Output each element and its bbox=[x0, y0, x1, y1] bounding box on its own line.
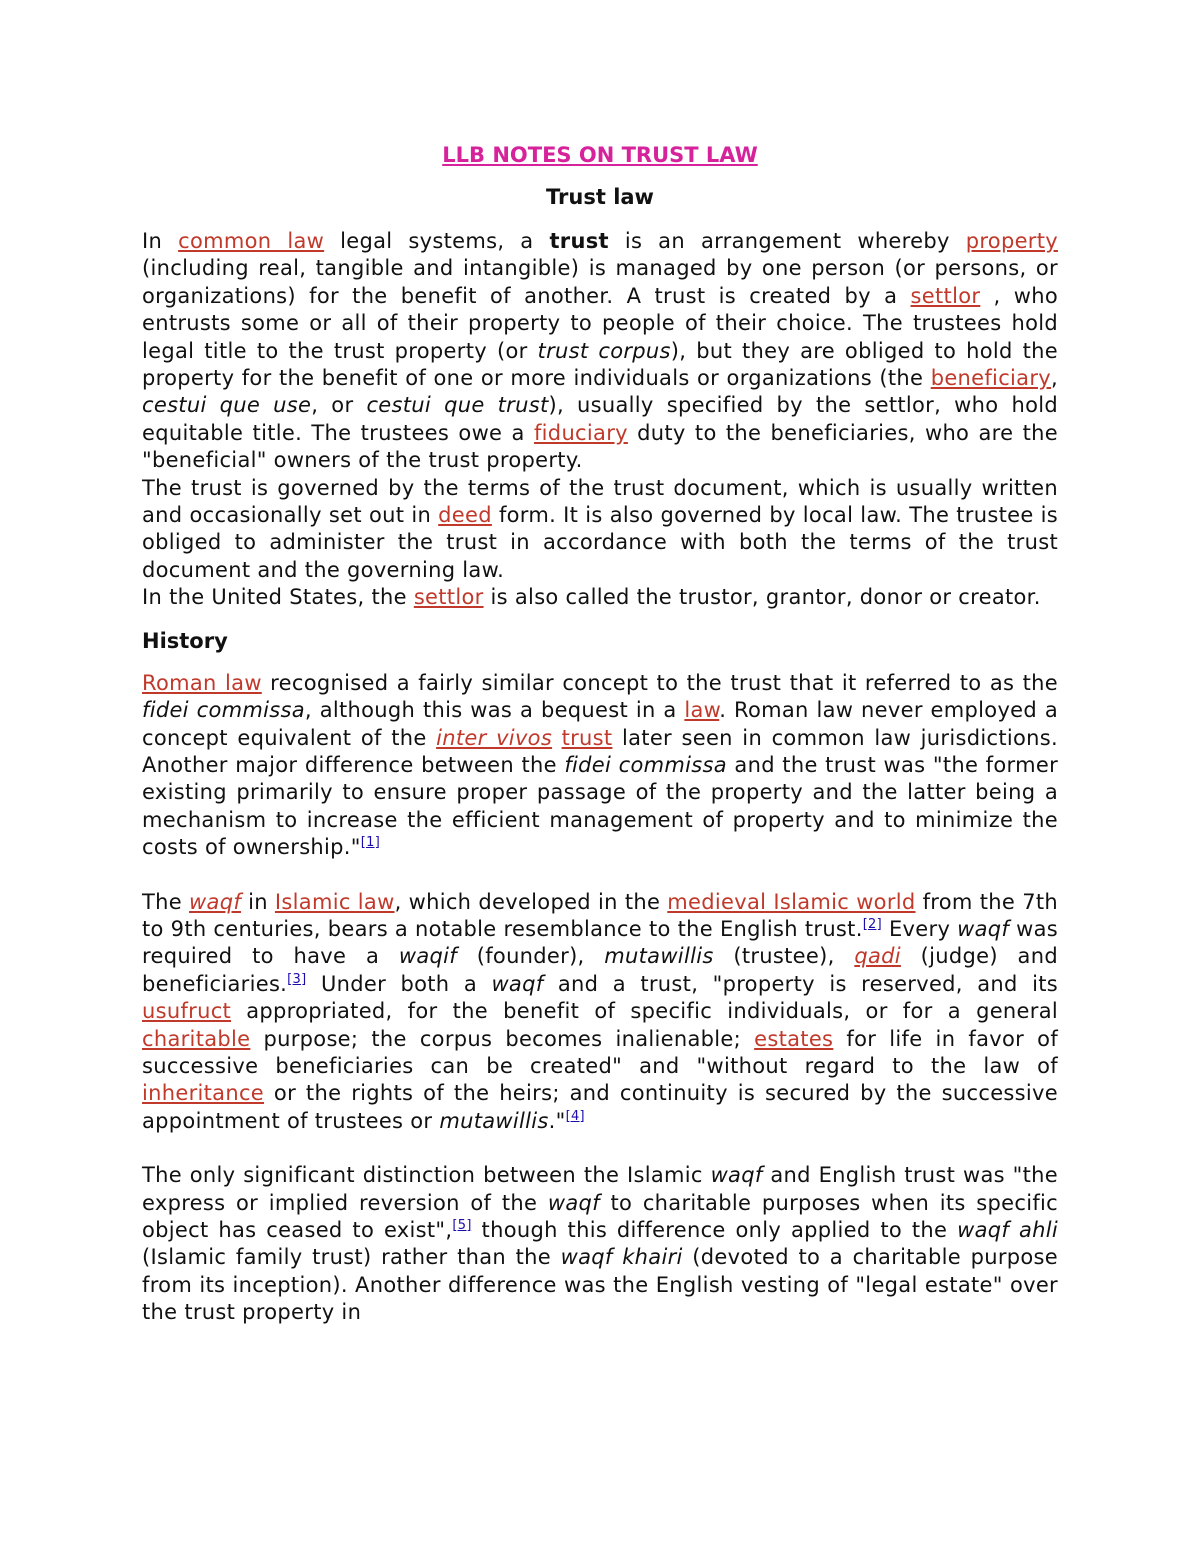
link-waqf[interactable] bbox=[189, 890, 241, 914]
text: The bbox=[142, 889, 190, 914]
link-common-law[interactable]: common law bbox=[178, 229, 325, 253]
footnote-ref-4[interactable]: [4] bbox=[565, 1108, 585, 1124]
text: (including real, tangible and intangible) is managed by one person (or persons, or organizations) for the benefit of another. A trust is created by a bbox=[142, 256, 1058, 308]
page-title bbox=[142, 140, 1058, 170]
text: for life in favor of successive beneficiaries can be created" and "without regard to the law of bbox=[142, 1026, 1059, 1078]
text: and English trust was "the express or implied reversion of the bbox=[142, 1163, 1058, 1215]
italic-term: waqf bbox=[491, 971, 544, 996]
paragraph-united-states bbox=[142, 584, 1058, 611]
link-beneficiary[interactable]: beneficiary bbox=[930, 366, 1052, 391]
italic-term: waqif bbox=[398, 944, 457, 969]
link-roman-law[interactable]: Roman law bbox=[142, 670, 262, 695]
bold-term-trust: trust bbox=[549, 229, 609, 253]
text: , who entrusts some or all of their property to people of their choice. The trustees hold legal title to the trust property (or bbox=[142, 283, 1058, 363]
text: In bbox=[142, 229, 179, 253]
link-medieval-islamic-world[interactable]: medieval Islamic world bbox=[667, 889, 916, 914]
text: Every bbox=[882, 916, 958, 941]
title-link[interactable]: LLB NOTES ON TRUST LAW bbox=[442, 143, 758, 167]
text: , although this was a bequest in a bbox=[304, 698, 685, 723]
italic-term: fidei commissa bbox=[142, 698, 305, 723]
italic-term: cestui que use bbox=[142, 393, 312, 418]
link-deed[interactable]: deed bbox=[438, 503, 492, 528]
text: Under both a bbox=[306, 971, 492, 996]
text: in bbox=[241, 889, 275, 914]
text: The trust is governed by the terms of the trust document, which is usually written and occasionally set out in bbox=[142, 475, 1058, 528]
text: legal systems, a bbox=[324, 229, 550, 253]
italic-term: cestui que trust bbox=[366, 393, 549, 418]
section-title-trust-law: Trust law bbox=[546, 185, 654, 209]
text: recognised a fairly similar concept to the trust that it referred to as the bbox=[261, 670, 1058, 695]
text: appropriated, for the benefit of specific individuals, or for a general bbox=[231, 999, 1058, 1024]
text: is also called the trustor, grantor, donor or creator. bbox=[483, 585, 1041, 610]
text: and a trust, "property is reserved, and its bbox=[543, 971, 1058, 996]
italic-term: mutawillis bbox=[439, 1108, 549, 1133]
text: purpose; the corpus becomes inalienable; bbox=[250, 1026, 755, 1051]
text: later seen in common law jurisdictions. Another major difference between the bbox=[142, 725, 1058, 777]
text: (trustee), bbox=[713, 944, 855, 969]
italic-term: waqf bbox=[957, 916, 1010, 941]
text: ), usually specified by the settlor, who hold equitable title. The trustees owe a bbox=[142, 393, 1058, 445]
footnote-ref-2[interactable]: [2] bbox=[862, 916, 883, 932]
text: , or bbox=[311, 393, 367, 418]
text: (judge) and beneficiaries. bbox=[142, 944, 1058, 996]
text: , which developed in the bbox=[394, 889, 668, 914]
link-qadi[interactable] bbox=[854, 944, 901, 968]
footnote-ref-1[interactable]: [1] bbox=[360, 835, 381, 851]
link-charitable[interactable]: charitable bbox=[142, 1026, 251, 1051]
link-settlor-2[interactable]: settlor bbox=[413, 585, 484, 610]
italic-term: trust corpus bbox=[537, 338, 671, 363]
section-heading-history: History bbox=[142, 628, 228, 653]
footnote-ref-5[interactable]: [5] bbox=[452, 1218, 472, 1233]
italic-term: fidei commissa bbox=[564, 752, 727, 777]
text: (devoted to a charitable purpose from its inception). Another difference was the English vesting of "legal estate" over the trust property in bbox=[142, 1245, 1058, 1325]
italic-term: waqf khairi bbox=[560, 1245, 683, 1270]
paragraph-distinction bbox=[142, 1162, 1058, 1326]
text: (Islamic family trust) rather than the bbox=[142, 1245, 561, 1270]
text: from the 7th to 9th centuries, bears a notable resemblance to the English trust. bbox=[142, 889, 1059, 941]
text: is an arrangement whereby bbox=[608, 229, 966, 253]
text: form. It is also governed by local law. The trustee is obliged to administer the trust in accordance with both the terms of the trust document and the governing law. bbox=[142, 503, 1059, 582]
link-settlor[interactable]: settlor bbox=[910, 283, 981, 308]
text bbox=[552, 726, 562, 750]
italic-term: waqf bbox=[710, 1163, 763, 1188]
text: or the rights of the heirs; and continuity is secured by the successive appointment of trustees or bbox=[142, 1081, 1058, 1133]
italic-link-text: qadi bbox=[854, 944, 901, 969]
text: ." bbox=[548, 1108, 566, 1133]
text: and the trust was "the former existing primarily to ensure proper passage of the property and the latter being a mechanism to increase the efficient management of property and to minimize the costs of ownership." bbox=[142, 752, 1058, 860]
link-trust[interactable]: trust bbox=[561, 725, 613, 750]
italic-term: mutawillis bbox=[604, 944, 714, 969]
paragraph-waqf bbox=[142, 889, 1058, 1136]
italic-term: waqf bbox=[547, 1190, 600, 1215]
italic-link-text: waqf bbox=[189, 889, 242, 914]
text: . Roman law never employed a concept equivalent of the bbox=[142, 698, 1058, 750]
link-fiduciary[interactable]: fiduciary bbox=[533, 420, 628, 445]
text: ), but they are obliged to hold the property for the benefit of one or more individuals or organizations (the bbox=[142, 338, 1058, 391]
italic-term: waqf ahli bbox=[957, 1218, 1058, 1242]
link-islamic-law[interactable]: Islamic law bbox=[274, 889, 395, 914]
text: In the United States, the bbox=[142, 585, 414, 610]
link-inheritance[interactable]: inheritance bbox=[142, 1081, 265, 1106]
text: duty to the beneficiaries, who are the "beneficial" owners of the trust property. bbox=[142, 420, 1058, 473]
link-inter-vivos[interactable] bbox=[436, 726, 552, 750]
text: (founder), bbox=[457, 944, 605, 969]
paragraph-definition bbox=[142, 228, 1058, 475]
text: was required to have a bbox=[142, 916, 1058, 969]
link-law[interactable]: law bbox=[684, 698, 720, 723]
text: The only significant distinction between the Islamic bbox=[142, 1163, 711, 1188]
link-estates[interactable]: estates bbox=[754, 1026, 834, 1051]
paragraph-roman-law bbox=[142, 670, 1058, 862]
footnote-ref-3[interactable]: [3] bbox=[287, 971, 307, 987]
link-property[interactable]: property bbox=[965, 229, 1058, 253]
text: though this difference only applied to the bbox=[471, 1218, 958, 1242]
text: , bbox=[1051, 366, 1058, 391]
text: to charitable purposes when its specific object has ceased to exist", bbox=[142, 1190, 1059, 1242]
paragraph-governance bbox=[142, 475, 1058, 585]
italic-link-text: inter vivos bbox=[436, 725, 553, 750]
link-usufruct[interactable]: usufruct bbox=[142, 999, 232, 1024]
